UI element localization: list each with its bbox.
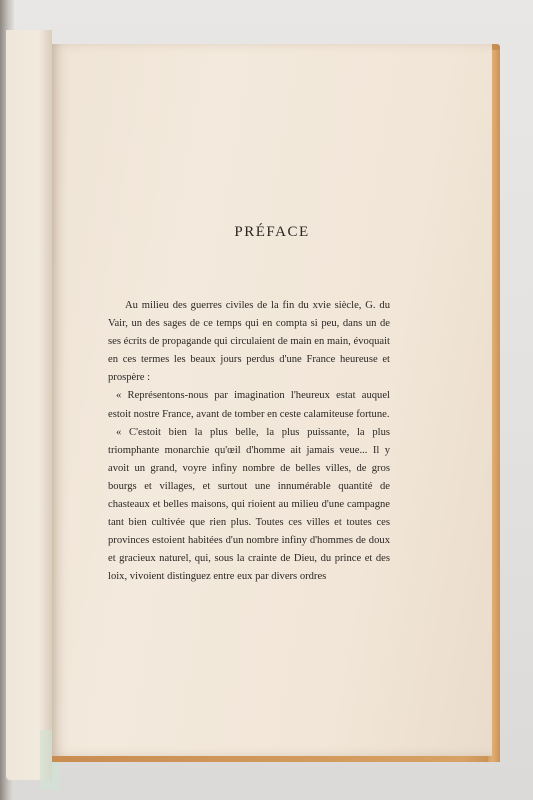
paragraph-intro: Au milieu des guerres civiles de la fin du xvie siècle, G. du Vair, un des sages de ce temps qui en compta si peu, dans un de ses écrits de propagande qui circulaient de main en main, évoquait en ces termes les beaux jours perdus d'une France heureuse et prospère : <box>108 300 390 384</box>
paragraph-quote-2: « C'estoit bien la plus belle, la plus puissante, la plus triomphante monarchie qu'œil d'homme ait jamais veue... Il y avoit un grand, voyre infiny nombre de belles villes, de gros bourgs et villages, et surtout une innumérable quantité de chasteaux et belles maisons, qui rioient au milieu d'une campagne tant bien cultivée que rien plus. Toutes ces villes et toutes ces provinces estoient habitées d'un nombre infiny d'hommes de doux et gracieux naturel, qui, sous la crainte de Dieu, du prince et des loix, vivoient distinguez entre eux par divers ordres <box>108 426 390 583</box>
left-facing-page <box>6 30 52 780</box>
preface-heading: PRÉFACE <box>234 224 310 240</box>
paragraph-quote-1: « Représentons-nous par imagination l'heureux estat auquel estoit nostre France, avant de tomber en ceste calamiteuse fortune. <box>108 390 390 420</box>
preface-body <box>108 297 390 587</box>
